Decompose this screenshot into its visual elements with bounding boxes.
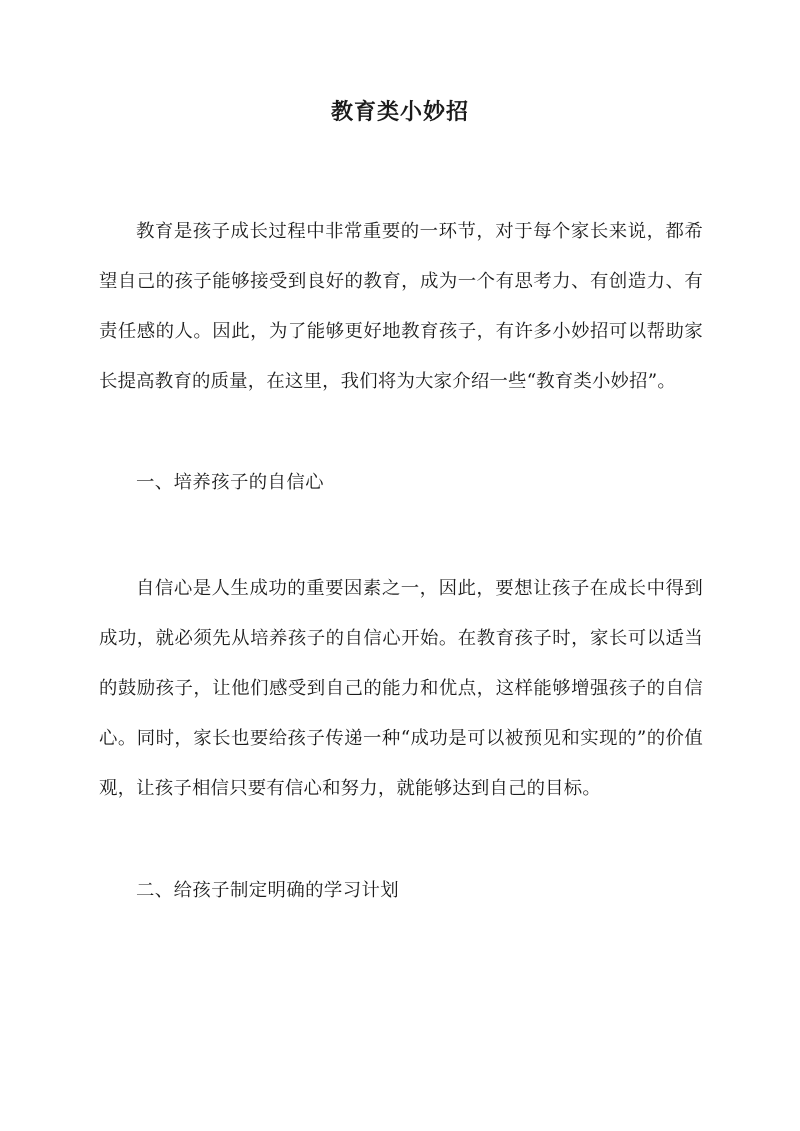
section-1-paragraph: 自信心是人生成功的重要因素之一，因此，要想让孩子在成长中得到成功，就必须先从培养孩子的自信心开始。在教育孩子时，家长可以适当的鼓励孩子，让他们感受到自己的能力和优点，这样能够增强孩子的自信心。同时，家长也要给孩子传递一种“成功是可以被预见和实现的”的价值观，让孩子相信只要有信心和努力，就能够达到自己的目标。: [99, 578, 703, 799]
intro-paragraph: 教育是孩子成长过程中非常重要的一环节，对于每个家长来说，都希望自己的孩子能够接受到良好的教育，成为一个有思考力、有创造力、有责任感的人。因此，为了能够更好地教育孩子，有许多小妙招可以帮助家长提高教育的质量，在这里，我们将为大家介绍一些“教育类小妙招”。: [99, 221, 703, 392]
section-heading-1: 一、培养孩子的自信心: [136, 472, 324, 493]
document-title: 教育类小妙招: [330, 99, 469, 125]
section-heading-2: 二、给孩子制定明确的学习计划: [136, 880, 400, 901]
